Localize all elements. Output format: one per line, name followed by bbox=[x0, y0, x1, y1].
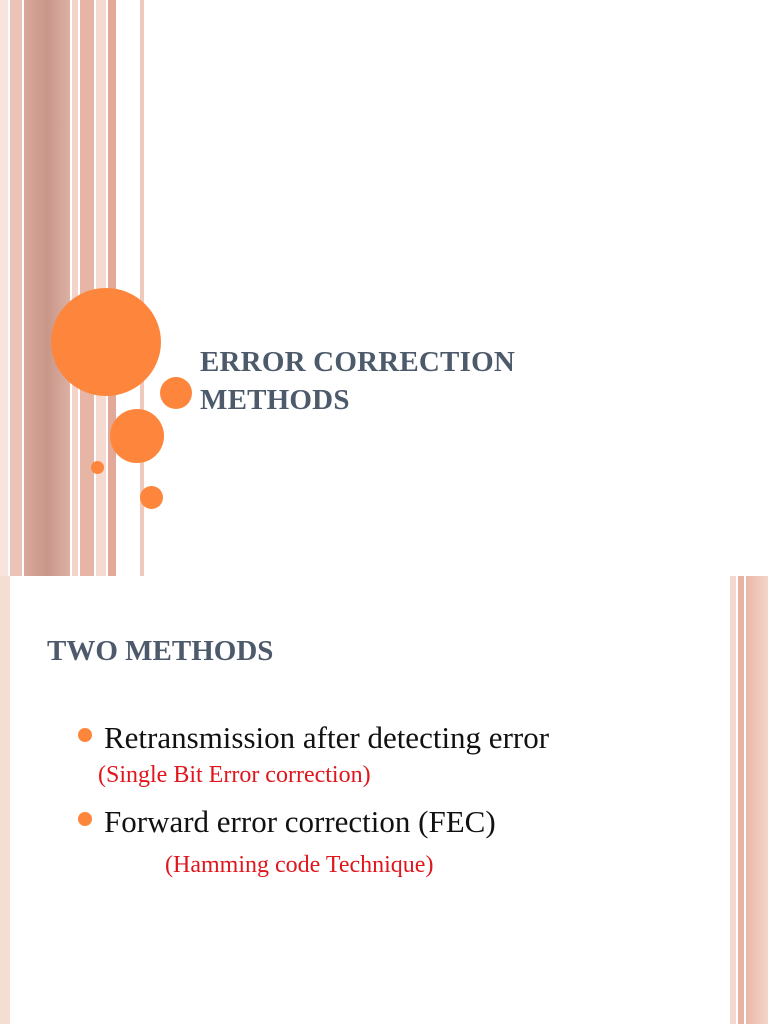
bullet-item bbox=[78, 718, 549, 758]
decorative-stripe bbox=[738, 576, 744, 1024]
decorative-circle-icon bbox=[51, 288, 161, 396]
bullet-dot-icon bbox=[78, 812, 92, 826]
bullet-item bbox=[78, 802, 496, 842]
decorative-circle-icon bbox=[110, 409, 164, 463]
bullet-text: Forward error correction (FEC) bbox=[104, 804, 496, 839]
decorative-stripe bbox=[730, 576, 736, 1024]
bullet-dot-icon bbox=[78, 728, 92, 742]
decorative-stripe bbox=[0, 0, 8, 576]
content-slide bbox=[0, 576, 768, 1024]
decorative-circle-icon bbox=[160, 377, 192, 409]
decorative-stripe bbox=[746, 576, 768, 1024]
slide-title-line: METHODS bbox=[200, 384, 350, 416]
decorative-stripe bbox=[24, 0, 70, 576]
decorative-stripe bbox=[80, 0, 94, 576]
decorative-stripe bbox=[0, 576, 10, 1024]
decorative-stripe bbox=[10, 0, 22, 576]
slide-title bbox=[200, 343, 620, 419]
bullet-note: (Single Bit Error correction) bbox=[98, 762, 371, 788]
decorative-circle-icon bbox=[91, 461, 104, 474]
slide-title-line: ERROR CORRECTION bbox=[200, 346, 515, 378]
slide-heading: TWO METHODS bbox=[47, 635, 274, 667]
bullet-text: Retransmission after detecting error bbox=[104, 720, 550, 755]
decorative-circle-icon bbox=[140, 486, 163, 509]
decorative-stripe bbox=[72, 0, 78, 576]
bullet-note: (Hamming code Technique) bbox=[165, 852, 434, 878]
